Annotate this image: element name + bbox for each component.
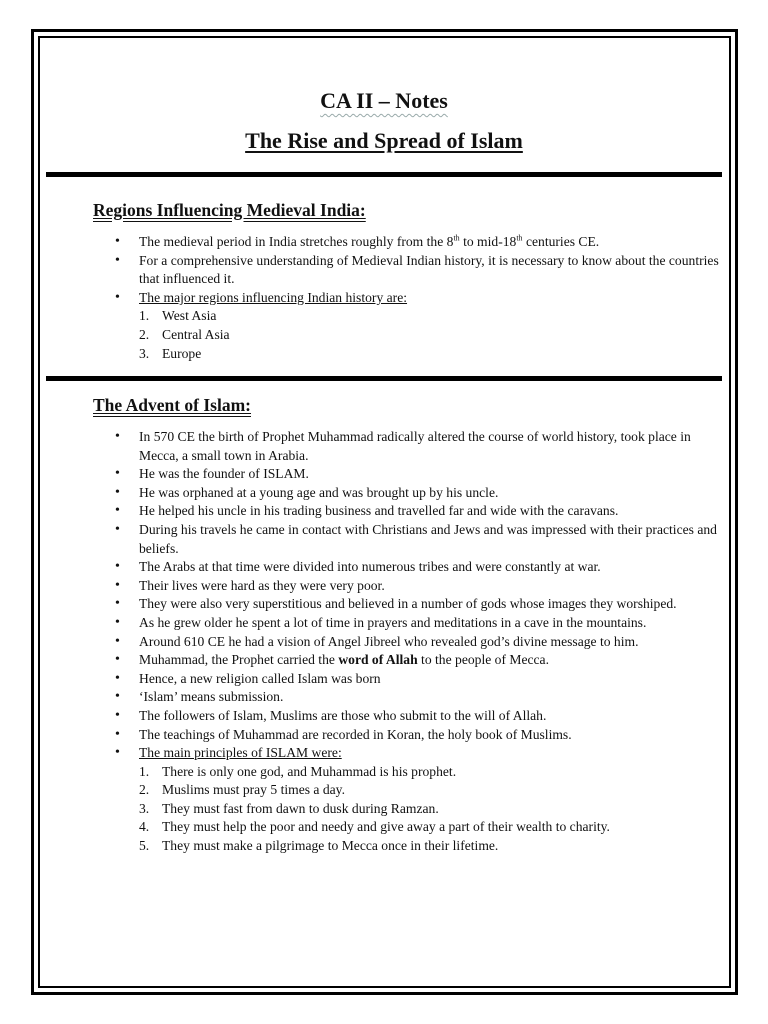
regions-numbered-list (139, 307, 729, 363)
list-item: 3. They must fast from dawn to dusk during Ramzan. (139, 800, 439, 816)
list-item: • They were also very superstitious and believed in a number of gods whose images they worshiped. (139, 595, 729, 614)
list-item: 5. They must make a pilgrimage to Mecca once in their lifetime. (139, 838, 499, 854)
document-title: CA II – Notes (320, 88, 448, 113)
list-item: • He helped his uncle in his trading business and travelled far and wide with the caravans. (139, 502, 729, 521)
list-item: 1. There is only one god, and Muhammad is his prophet. (139, 763, 457, 779)
section-divider (46, 172, 722, 177)
list-item: • The major regions influencing Indian history are: 1. West Asia 2. Central Asia 3. Europe (139, 289, 729, 363)
list-item: • The main principles of ISLAM were: 1. There is only one god, and Muhammad is his prophet. 2. Muslims must pray 5 times a day. 3. They must fast from dawn to dusk during Ramzan. 4. They must help the poor and needy and give away a part of their wealth to charity. 5. They must make a pilgrimage to Mecca once in their lifetime. (139, 744, 729, 856)
list-item: 1. West Asia (139, 308, 217, 324)
list-item: • As he grew older he spent a lot of time in prayers and meditations in a cave in the mountains. (139, 614, 729, 633)
list-item: • He was the founder of ISLAM. (139, 465, 729, 484)
principles-numbered-list (139, 763, 729, 856)
section-heading-regions: Regions Influencing Medieval India: (93, 200, 366, 220)
list-item: • Muhammad, the Prophet carried the word of Allah to the people of Mecca. (139, 651, 729, 670)
list-item: • The followers of Islam, Muslims are those who submit to the will of Allah. (139, 707, 729, 726)
list-item: • In 570 CE the birth of Prophet Muhammad radically altered the course of world history, took place in Mecca, a small town in Arabia. (139, 428, 729, 465)
document-subtitle: The Rise and Spread of Islam (245, 128, 523, 153)
list-item: 3. Europe (139, 345, 202, 361)
advent-bullet-list (93, 428, 729, 856)
section-heading-advent: The Advent of Islam: (93, 395, 251, 415)
list-item: • The Arabs at that time were divided into numerous tribes and were constantly at war. (139, 558, 729, 577)
list-item: • He was orphaned at a young age and was brought up by his uncle. (139, 484, 729, 503)
section-divider (46, 376, 722, 381)
list-item: • During his travels he came in contact with Christians and Jews and was impressed with their practices and beliefs. (139, 521, 729, 558)
list-item: • For a comprehensive understanding of Medieval Indian history, it is necessary to know about the countries that influenced it. (139, 252, 729, 289)
list-item: • Hence, a new religion called Islam was born (139, 670, 729, 689)
list-item: • The teachings of Muhammad are recorded in Koran, the holy book of Muslims. (139, 726, 729, 745)
list-item: • The medieval period in India stretches roughly from the 8th to mid-18th centuries CE. (139, 233, 729, 252)
list-item: 4. They must help the poor and needy and give away a part of their wealth to charity. (139, 819, 610, 835)
regions-bullet-list (93, 233, 729, 363)
list-item: 2. Central Asia (139, 326, 230, 342)
list-item: 2. Muslims must pray 5 times a day. (139, 782, 345, 798)
list-item: • Around 610 CE he had a vision of Angel Jibreel who revealed god’s divine message to him. (139, 633, 729, 652)
list-item: • Their lives were hard as they were very poor. (139, 577, 729, 596)
list-item: • ‘Islam’ means submission. (139, 688, 729, 707)
